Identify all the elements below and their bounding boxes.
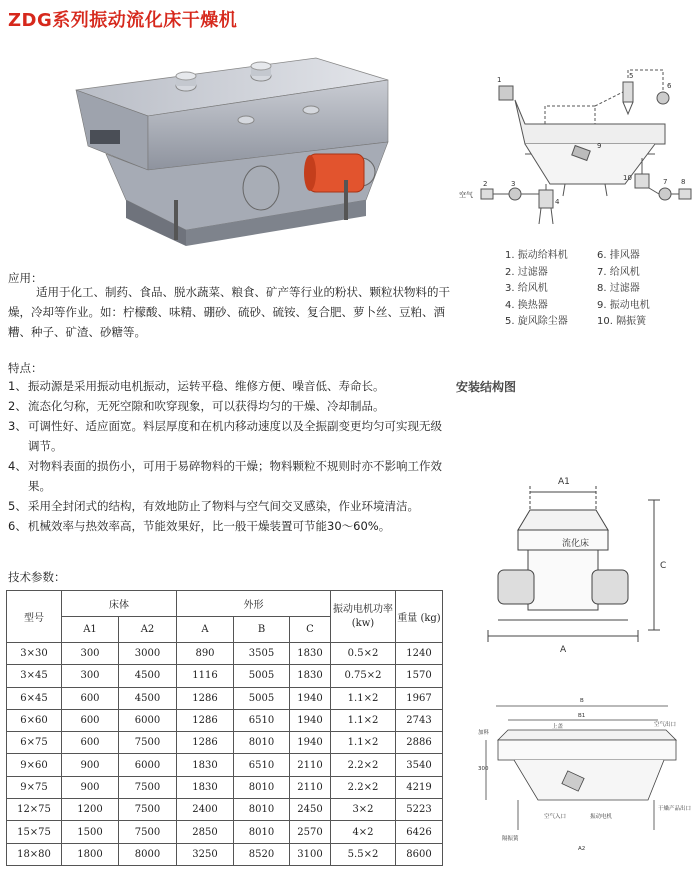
table-cell: 600 [62, 732, 119, 754]
table-cell: 1286 [177, 732, 234, 754]
table-cell: 1830 [177, 754, 234, 776]
label-feed: 加料 [478, 730, 490, 736]
flow-num-3: 3 [511, 180, 516, 188]
table-cell: 3×45 [7, 665, 62, 687]
table-cell: 0.75×2 [331, 665, 396, 687]
table-row [7, 687, 443, 709]
th-a: A [177, 617, 234, 643]
table-cell: 1.1×2 [331, 687, 396, 709]
machine-photo [66, 50, 396, 252]
feature-item: 3、 可调性好、适应面宽。料层厚度和在机内移动速度以及全振副变更均匀可实现无级调节。 [8, 419, 442, 453]
table-cell: 4×2 [331, 821, 396, 843]
table-cell: 9×60 [7, 754, 62, 776]
table-cell: 600 [62, 687, 119, 709]
install-heading: 安装结构图 [456, 380, 517, 394]
dim-b1: B1 [578, 713, 586, 719]
table-row [7, 754, 443, 776]
table-cell: 2886 [396, 732, 443, 754]
table-cell: 1830 [290, 665, 331, 687]
table-cell: 18×80 [7, 843, 62, 865]
table-cell: 1116 [177, 665, 234, 687]
table-cell: 6426 [396, 821, 443, 843]
legend-item-1: 1. 振动给料机 [505, 250, 568, 261]
table-cell: 3×30 [7, 643, 62, 665]
dim-a: A [560, 645, 567, 655]
dim-a1: A1 [558, 477, 570, 487]
table-cell: 2400 [177, 799, 234, 821]
table-cell: 3×2 [331, 799, 396, 821]
table-cell: 8520 [234, 843, 290, 865]
flow-num-7: 7 [663, 178, 668, 186]
flow-num-5: 5 [629, 72, 634, 80]
table-row [7, 709, 443, 731]
table-cell: 7500 [119, 799, 177, 821]
flow-legend [505, 248, 695, 331]
spec-table [6, 590, 443, 866]
table-cell: 1.1×2 [331, 732, 396, 754]
table-cell: 1286 [177, 709, 234, 731]
table-cell: 5005 [234, 665, 290, 687]
table-cell: 2.2×2 [331, 754, 396, 776]
label-spring: 隔振簧 [502, 836, 519, 842]
label-top-cover: 上盖 [552, 724, 564, 730]
table-row [7, 821, 443, 843]
label-product-outlet: 干燥产品出口 [658, 806, 692, 812]
flow-num-6: 6 [667, 82, 672, 90]
table-cell: 2110 [290, 754, 331, 776]
table-row [7, 643, 443, 665]
legend-item-3: 3. 给风机 [505, 283, 548, 294]
legend-item-10: 10. 隔振簧 [597, 316, 647, 327]
legend-item-5: 5. 旋风除尘器 [505, 316, 568, 327]
th-motor: 振动电机功率 (kw) [331, 591, 396, 643]
th-a2: A2 [119, 617, 177, 643]
table-cell: 1830 [290, 643, 331, 665]
table-cell: 6510 [234, 709, 290, 731]
table-row [7, 799, 443, 821]
th-a1: A1 [62, 617, 119, 643]
table-cell: 1500 [62, 821, 119, 843]
table-cell: 7500 [119, 776, 177, 798]
table-cell: 5.5×2 [331, 843, 396, 865]
table-cell: 5005 [234, 687, 290, 709]
install-drawing-front [478, 470, 696, 660]
table-cell: 3250 [177, 843, 234, 865]
table-cell: 8010 [234, 776, 290, 798]
table-cell: 2.2×2 [331, 776, 396, 798]
th-bed: 床体 [62, 591, 177, 617]
th-model: 型号 [7, 591, 62, 643]
flow-num-8: 8 [681, 178, 686, 186]
table-row [7, 776, 443, 798]
table-cell: 1200 [62, 799, 119, 821]
legend-item-9: 9. 振动电机 [597, 299, 650, 311]
table-cell: 8600 [396, 843, 443, 865]
dim-300: 300 [478, 766, 489, 772]
dim-b: B [580, 698, 584, 704]
table-cell: 3100 [290, 843, 331, 865]
table-cell: 890 [177, 643, 234, 665]
th-outline: 外形 [177, 591, 331, 617]
table-cell: 4219 [396, 776, 443, 798]
table-cell: 1940 [290, 709, 331, 731]
table-cell: 2570 [290, 821, 331, 843]
feature-item: 5、 采用全封闭式的结构，有效地防止了物料与空气间交叉感染，作业环境清洁。 [8, 499, 419, 513]
table-cell: 3000 [119, 643, 177, 665]
table-cell: 900 [62, 754, 119, 776]
table-cell: 1940 [290, 732, 331, 754]
flow-num-10: 10 [623, 174, 632, 182]
features-heading: 特点： [8, 361, 43, 375]
table-cell: 3505 [234, 643, 290, 665]
process-flow-diagram [455, 64, 695, 246]
table-cell: 12×75 [7, 799, 62, 821]
tech-heading: 技术参数： [8, 570, 66, 584]
table-cell: 1830 [177, 776, 234, 798]
table-cell: 15×75 [7, 821, 62, 843]
legend-item-8: 8. 过滤器 [597, 283, 640, 294]
table-cell: 2450 [290, 799, 331, 821]
table-cell: 5223 [396, 799, 443, 821]
table-cell: 4500 [119, 687, 177, 709]
table-cell: 2110 [290, 776, 331, 798]
table-cell: 8010 [234, 732, 290, 754]
table-cell: 300 [62, 643, 119, 665]
flow-num-1: 1 [497, 76, 502, 84]
table-cell: 6×45 [7, 687, 62, 709]
feature-item: 4、 对物料表面的损伤小，可用于易碎物料的干燥；物料颗粒不规则时亦不影响工作效果。 [8, 459, 442, 493]
install-drawing-side [478, 690, 696, 870]
table-cell: 1967 [396, 687, 443, 709]
flow-air-label-left: 空气 [459, 191, 473, 199]
legend-item-2: 2. 过滤器 [505, 266, 548, 278]
flow-num-2: 2 [483, 180, 488, 188]
table-cell: 1240 [396, 643, 443, 665]
table-cell: 8000 [119, 843, 177, 865]
dim-a2: A2 [578, 846, 586, 852]
table-row [7, 843, 443, 865]
th-b: B [234, 617, 290, 643]
table-row [7, 665, 443, 687]
table-cell: 6000 [119, 709, 177, 731]
label-air-outlet: 空气出口 [654, 722, 677, 728]
legend-item-7: 7. 给风机 [597, 266, 640, 278]
table-row [7, 732, 443, 754]
dim-c: C [660, 561, 667, 571]
features-list [8, 376, 452, 536]
table-cell: 8010 [234, 799, 290, 821]
table-cell: 6000 [119, 754, 177, 776]
application-heading: 应用： [8, 271, 43, 285]
feature-item: 2、 流态化匀称，无死空隙和吹穿现象，可以获得均匀的干燥、冷却制品。 [8, 399, 385, 413]
table-cell: 1800 [62, 843, 119, 865]
page-title: ZDG系列振动流化床干燥机 [8, 10, 238, 31]
table-cell: 300 [62, 665, 119, 687]
legend-item-6: 6. 排风器 [597, 250, 640, 261]
table-cell: 600 [62, 709, 119, 731]
label-air-inlet: 空气入口 [544, 814, 567, 820]
table-cell: 6×75 [7, 732, 62, 754]
table-cell: 7500 [119, 821, 177, 843]
feature-item: 1、 振动源是采用振动电机振动，运转平稳、维修方便、噪音低、寿命长。 [8, 379, 385, 393]
table-cell: 9×75 [7, 776, 62, 798]
label-vibration-motor: 振动电机 [590, 814, 613, 820]
table-cell: 1940 [290, 687, 331, 709]
table-cell: 7500 [119, 732, 177, 754]
table-cell: 1286 [177, 687, 234, 709]
table-cell: 0.5×2 [331, 643, 396, 665]
table-cell: 3540 [396, 754, 443, 776]
table-cell: 2850 [177, 821, 234, 843]
flow-num-9: 9 [597, 142, 602, 150]
table-cell: 1570 [396, 665, 443, 687]
table-cell: 4500 [119, 665, 177, 687]
table-cell: 6510 [234, 754, 290, 776]
label-fluid-bed: 流化床 [562, 539, 590, 549]
table-cell: 8010 [234, 821, 290, 843]
feature-item: 6、 机械效率与热效率高，节能效果好，比一般干燥装置可节能30～60%。 [8, 519, 391, 533]
table-cell: 1.1×2 [331, 709, 396, 731]
legend-item-4: 4. 换热器 [505, 299, 548, 311]
application-body: 适用于化工、制药、食品、脱水蔬菜、粮食、矿产等行业的粉状、颗粒状物料的干燥，冷却等作业。如：柠檬酸、味精、硼砂、硫砂、硫铵、复合肥、萝卜丝、豆粕、酒糟、种子、矿渣、砂糖等。 [8, 285, 450, 339]
table-cell: 900 [62, 776, 119, 798]
flow-num-4: 4 [555, 198, 560, 206]
th-weight: 重量 (kg) [396, 591, 443, 643]
table-cell: 6×60 [7, 709, 62, 731]
table-cell: 2743 [396, 709, 443, 731]
th-c: C [290, 617, 331, 643]
